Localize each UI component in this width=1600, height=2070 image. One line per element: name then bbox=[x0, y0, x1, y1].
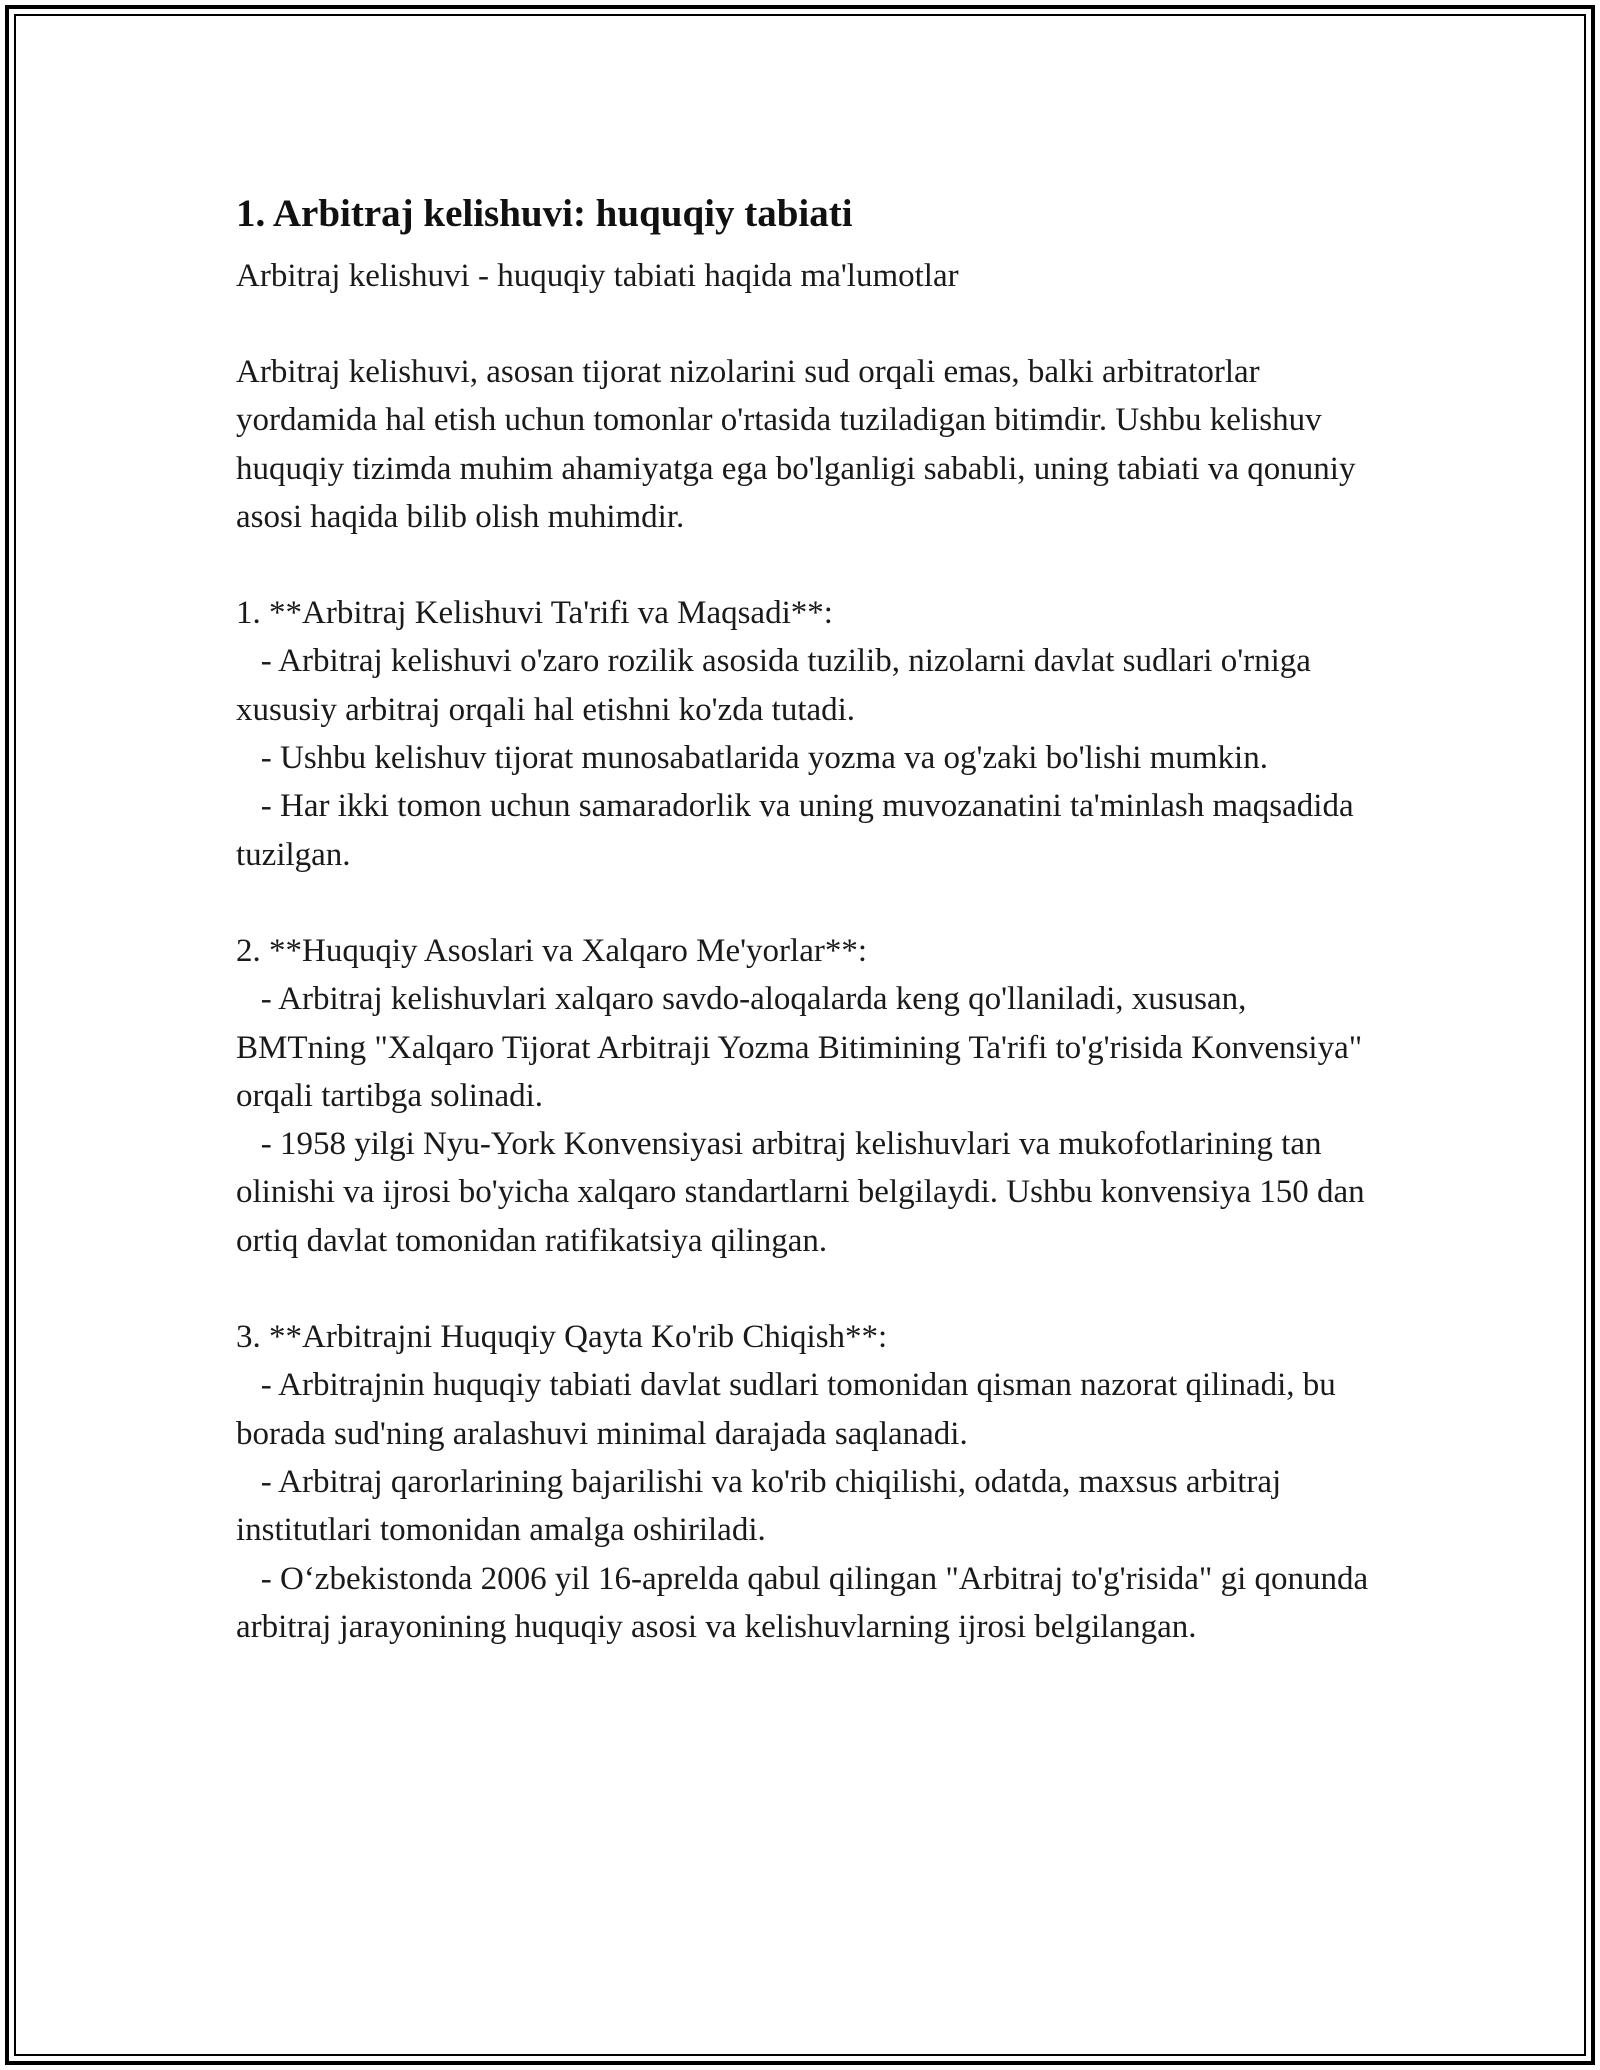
intro-paragraph: Arbitraj kelishuvi, asosan tijorat nizolarini sud orqali emas, balki arbitratorlar yordamida hal etish uchun tomonlar o'rtasida tuziladigan bitimdir. Ushbu kelishuv huquqiy tizimda muhim ahamiyatga ega bo'lganligi sababli, uning tabiati va qonuniy asosi haqida bilib olish muhimdir. bbox=[236, 354, 1356, 535]
section-heading: 1. **Arbitraj Kelishuvi Ta'rifi va Maqsadi**: bbox=[236, 595, 833, 632]
bullet-item: - Arbitrajnin huquqiy tabiati davlat sudlari tomonidan qisman nazorat qilinadi, bu borada sud'ning aralashuvi minimal darajada saqlanadi. bbox=[236, 1367, 1345, 1452]
document-body bbox=[236, 188, 1376, 1699]
bullet-item: - Arbitraj kelishuvi o'zaro rozilik asosida tuzilib, nizolarni davlat sudlari o'rniga xususiy arbitraj orqali hal etishni ko'zda tutadi. bbox=[236, 643, 1320, 728]
document-title: 1. Arbitraj kelishuvi: huquqiy tabiati bbox=[236, 192, 853, 235]
bullet-item: - O‘zbekistonda 2006 yil 16-aprelda qabul qilingan "Arbitraj to'g'risida" gi qonunda arbitraj jarayonining huquqiy asosi va kelishuvlarning ijrosi belgilangan. bbox=[236, 1560, 1377, 1645]
bullet-item: - 1958 yilgi Nyu-York Konvensiyasi arbitraj kelishuvlari va mukofotlarining tan olinishi va ijrosi bo'yicha xalqaro standartlarni belgilaydi. Ushbu konvensiya 150 dan ortiq davlat tomonidan ratifikatsiya qilingan. bbox=[236, 1126, 1373, 1259]
section-2 bbox=[236, 927, 1376, 1265]
section-1 bbox=[236, 589, 1376, 879]
section-3 bbox=[236, 1313, 1376, 1651]
bullet-item: - Har ikki tomon uchun samaradorlik va uning muvozanatini ta'minlash maqsadida tuzilgan. bbox=[236, 788, 1362, 873]
bullet-item: - Arbitraj qarorlarining bajarilishi va ko'rib chiqilishi, odatda, maxsus arbitraj institutlari tomonidan amalga oshiriladi. bbox=[236, 1463, 1290, 1549]
section-heading: 3. **Arbitrajni Huquqiy Qayta Ko'rib Chiqish**: bbox=[236, 1319, 888, 1356]
section-heading: 2. **Huquqiy Asoslari va Xalqaro Me'yorlar**: bbox=[236, 932, 867, 969]
bullet-item: - Arbitraj kelishuvlari xalqaro savdo-aloqalarda keng qo'llaniladi, xususan, BMTning "Xalqaro Tijorat Arbitraji Yozma Bitimining Ta'rifi to'g'risida Konvensiya" orqali tartibga solinadi. bbox=[236, 981, 1371, 1114]
bullet-item: - Ushbu kelishuv tijorat munosabatlarida yozma va og'zaki bo'lishi mumkin. bbox=[236, 740, 1268, 777]
document-subtitle: Arbitraj kelishuvi - huquqiy tabiati haqida ma'lumotlar bbox=[236, 258, 959, 294]
